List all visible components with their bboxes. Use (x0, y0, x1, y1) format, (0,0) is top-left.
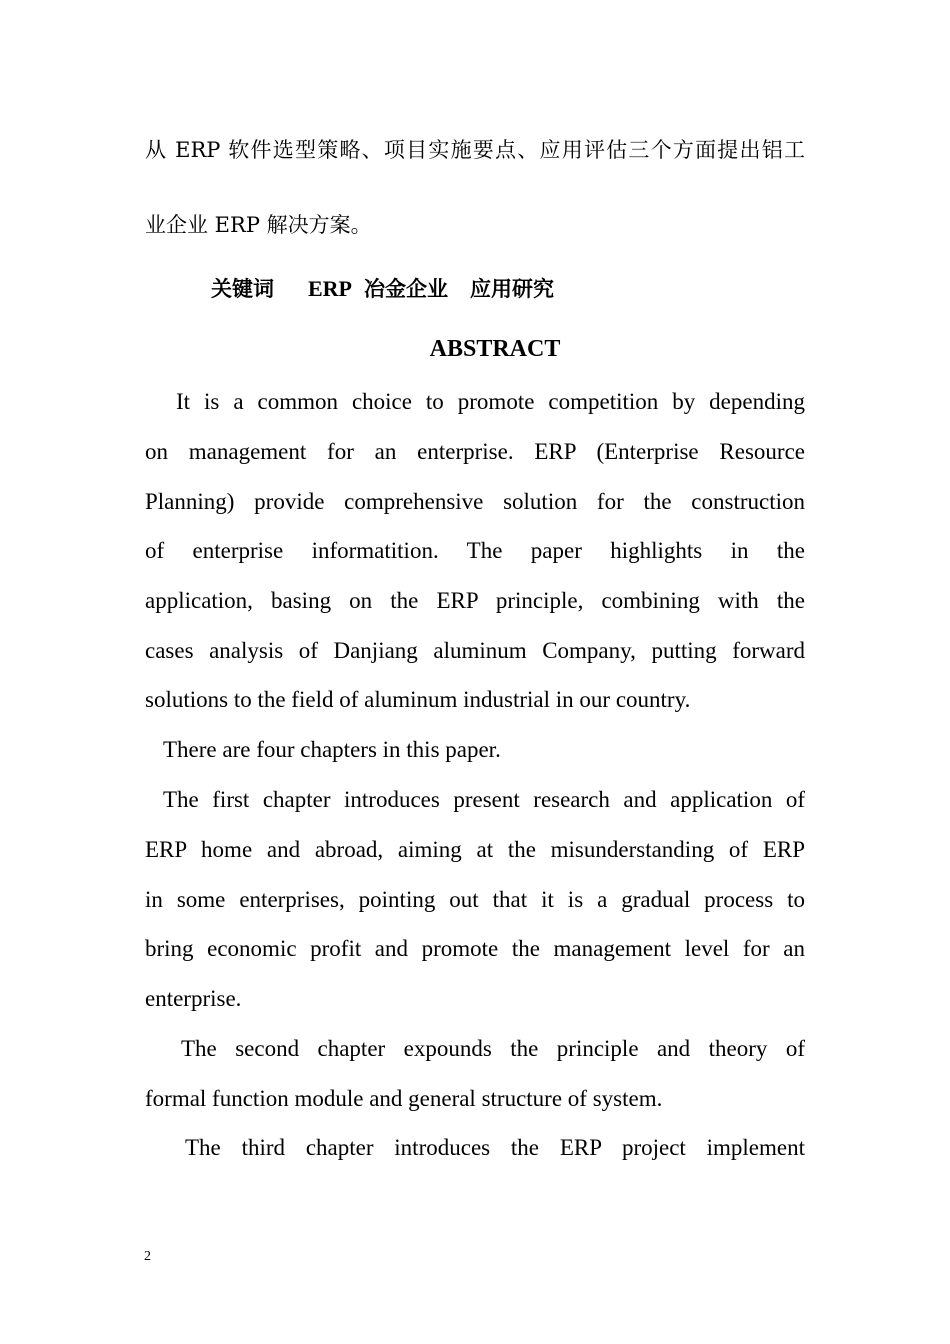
keyword-erp: ERP (308, 276, 352, 301)
abstract-line: cases analysis of Danjiang aluminum Company, putting forward (145, 638, 805, 663)
abstract-line: Planning) provide comprehensive solution for the construction (145, 489, 805, 514)
abstract-line: It is a common choice to promote competition by depending (176, 389, 805, 414)
abstract-line: in some enterprises, pointing out that it is a gradual process to (145, 887, 805, 912)
abstract-line: There are four chapters in this paper. (163, 737, 501, 762)
keyword-application-research: 应用研究 (470, 277, 554, 301)
abstract-line: enterprise. (145, 986, 242, 1011)
keywords-line (211, 273, 554, 303)
abstract-line: bring economic profit and promote the management level for an (145, 936, 805, 961)
page-number: 2 (144, 1249, 151, 1264)
abstract-line: The second chapter expounds the principle and theory of (181, 1036, 805, 1061)
abstract-line: application, basing on the ERP principle, combining with the (145, 588, 805, 613)
abstract-title: ABSTRACT (429, 336, 561, 362)
abstract-line: on management for an enterprise. ERP (Enterprise Resource (145, 439, 805, 464)
abstract-line: The first chapter introduces present research and application of (163, 787, 805, 812)
abstract-line: The third chapter introduces the ERP project implement (185, 1135, 805, 1160)
abstract-line: solutions to the field of aluminum industrial in our country. (145, 687, 691, 712)
keyword-metallurgy: 冶金企业 (364, 277, 448, 301)
abstract-line: ERP home and abroad, aiming at the misunderstanding of ERP (145, 837, 805, 862)
chinese-abstract-line-2: 业企业 ERP 解决方案。 (145, 213, 372, 237)
abstract-line: of enterprise informatition. The paper highlights in the (145, 538, 805, 563)
chinese-abstract-line-1: 从 ERP 软件选型策略、项目实施要点、应用评估三个方面提出铝工 (145, 138, 805, 162)
abstract-line: formal function module and general structure of system. (145, 1086, 663, 1111)
keywords-label: 关键词 (211, 277, 274, 301)
